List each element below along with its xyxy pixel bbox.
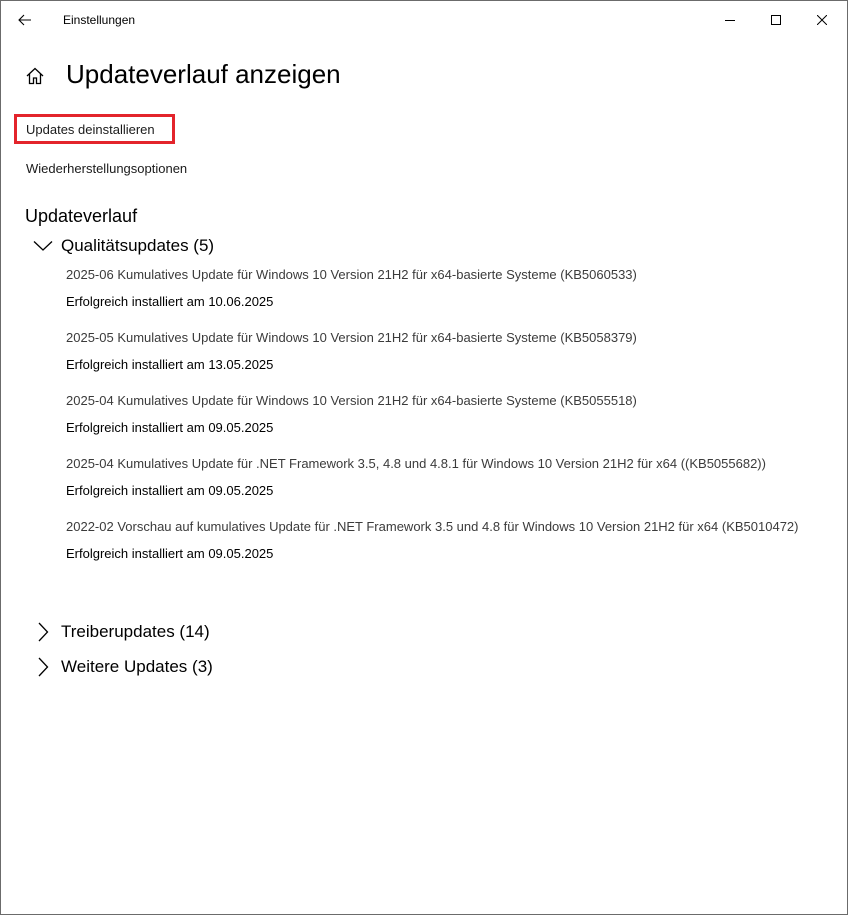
update-name-link[interactable]: 2025-05 Kumulatives Update für Windows 10 Version 21H2 für x64-basierte Systeme (KB5058379) [66,330,637,345]
group-quality-updates[interactable] [33,234,214,258]
group-other-updates[interactable] [33,655,213,679]
close-button[interactable] [799,1,845,39]
group-driver-updates[interactable] [33,620,210,644]
group-label: Treiberupdates (14) [61,622,210,641]
page-title: Updateverlauf anzeigen [66,59,341,89]
uninstall-updates-link[interactable]: Updates deinstallieren [26,122,155,137]
history-title: Updateverlauf [25,206,138,226]
list-item [66,455,826,499]
update-status: Erfolgreich installiert am 09.05.2025 [66,546,274,561]
maximize-button[interactable] [753,1,799,39]
recovery-options-link[interactable]: Wiederherstellungsoptionen [26,161,188,176]
close-icon [817,15,827,25]
home-icon [25,66,45,86]
update-status: Erfolgreich installiert am 13.05.2025 [66,357,274,372]
list-item [66,266,826,310]
quality-updates-list [66,266,826,581]
update-name-link[interactable]: 2025-04 Kumulatives Update für Windows 10 Version 21H2 für x64-basierte Systeme (KB5055518) [66,393,637,408]
chevron-right-icon [33,657,53,677]
list-item [66,392,826,436]
update-name-link[interactable]: 2025-06 Kumulatives Update für Windows 10 Version 21H2 für x64-basierte Systeme (KB5060533) [66,267,637,282]
group-label: Qualitätsupdates (5) [61,236,215,255]
update-name-link[interactable]: 2025-04 Kumulatives Update für .NET Framework 3.5, 4.8 und 4.8.1 für Windows 10 Version 21H2 für x64 ((KB5055682)) [66,456,766,471]
update-name-link[interactable]: 2022-02 Vorschau auf kumulatives Update für .NET Framework 3.5 und 4.8 für Windows 10 Version 21H2 für x64 (KB5010472) [66,519,799,534]
minimize-button[interactable] [707,1,753,39]
title-bar [1,1,847,39]
chevron-down-icon [33,236,53,256]
chevron-right-icon [33,622,53,642]
update-status: Erfolgreich installiert am 09.05.2025 [66,483,274,498]
list-item [66,329,826,373]
update-status: Erfolgreich installiert am 10.06.2025 [66,294,274,309]
back-button[interactable] [9,7,41,33]
home-button[interactable] [25,66,47,88]
window-title: Einstellungen [63,13,136,27]
maximize-icon [771,15,781,25]
arrow-left-icon [18,14,32,26]
list-item [66,518,826,562]
update-status: Erfolgreich installiert am 09.05.2025 [66,420,274,435]
group-label: Weitere Updates (3) [61,657,213,676]
minimize-icon [725,15,735,25]
